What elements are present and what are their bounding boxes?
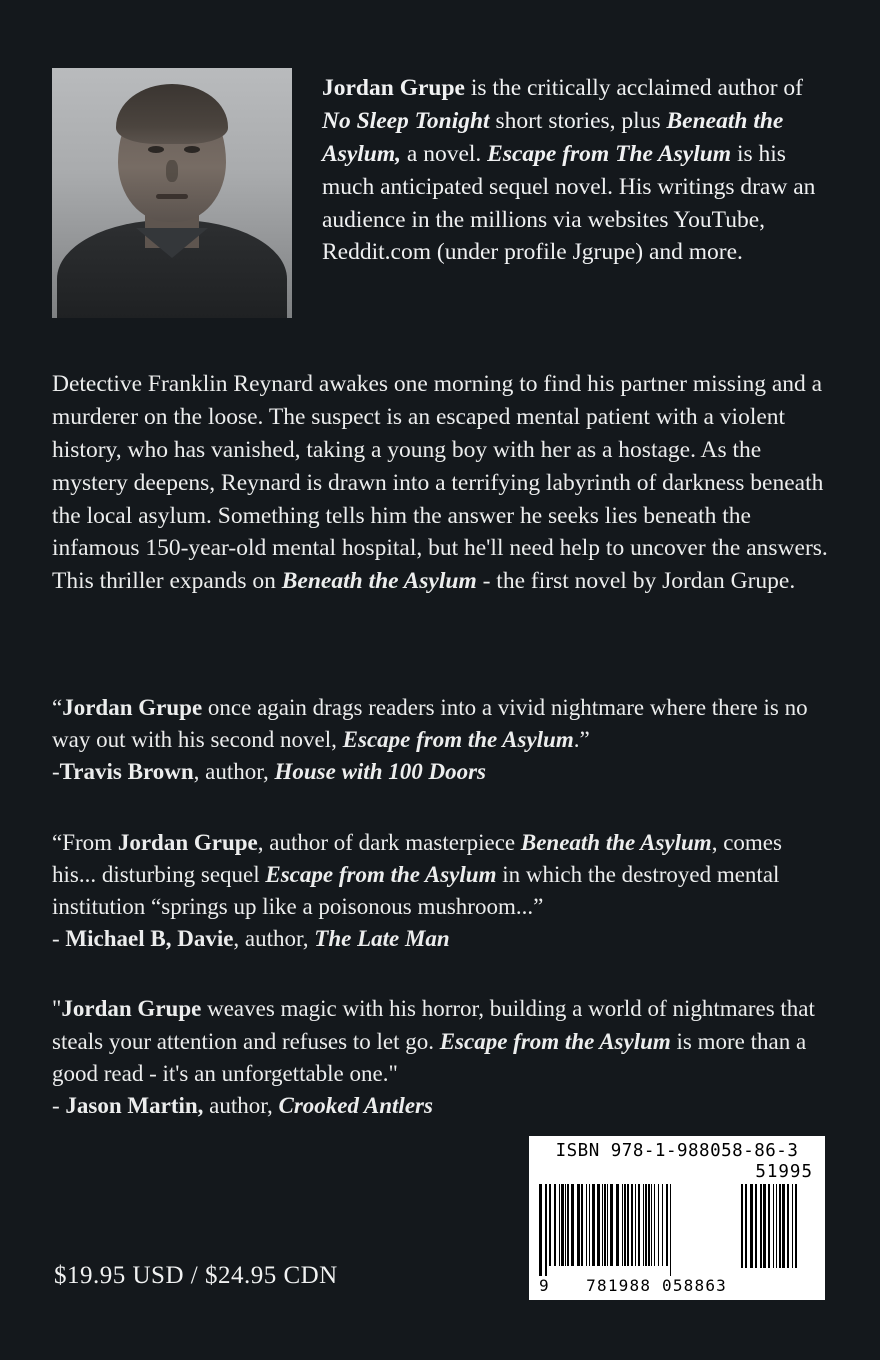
barcode-bars-main: [539, 1184, 725, 1280]
synopsis-part-1: Detective Franklin Reynard awakes one morning to find his partner missing and a murderer on the loose. The suspect is an escaped mental patient with a violent history, who has vanished, taking a young boy with her as a hostage. As the mystery deepens, Reynard is drawn into a terrifying labyrinth of darkness beneath the local asylum. Something tells him the answer he seeks lies beneath the infamous 150-year-old mental hospital, but he'll need help to uncover the answers. This thriller expands on: [52, 371, 828, 595]
author-name: Jordan Grupe: [322, 75, 465, 101]
synopsis: [52, 368, 828, 598]
blurb-3-attribution-name: Jason Martin,: [65, 1092, 204, 1118]
price-text: $19.95 USD / $24.95 CDN: [54, 1262, 338, 1289]
blurb-2-attribution-name: Michael B, Davie: [65, 926, 234, 952]
author-title-no-sleep-tonight: No Sleep Tonight: [322, 107, 490, 134]
photo-eye-left: [148, 146, 164, 153]
synopsis-title-beneath-the-asylum: Beneath the Asylum: [281, 568, 477, 595]
blurb-3-attribution-mid: author,: [203, 1092, 279, 1118]
blurb-1-attribution-work: House with 100 Doors: [274, 759, 486, 785]
author-bio-text-4: is his much anticipated sequel novel. His writings draw an audience in the millions via websites YouTube, Reddit.com (under profile Jgrupe) and more.: [322, 140, 816, 266]
blurb-2-text-3: in which the destroyed mental institution “springs up like a poisonous mushroom...”: [52, 861, 780, 919]
blurb-2-open-quote: “From: [52, 829, 118, 855]
blurb-3-text-1: weaves magic with his horror, building a world of nightmares that steals your attention and refuses to let go.: [52, 996, 815, 1054]
blurb-2-attribution-prefix: -: [52, 926, 66, 952]
author-bio: [322, 68, 828, 318]
author-photo: [52, 68, 292, 318]
blurb-2-author-name: Jordan Grupe: [117, 829, 258, 855]
barcode-bars-addon: [741, 1184, 815, 1270]
blurb-1-text-1: once again drags readers into a vivid nightmare where there is no way out with his second novel,: [52, 695, 808, 753]
synopsis-part-2: - the first novel by Jordan Grupe.: [476, 568, 796, 595]
blurb-2-title-1: Beneath the Asylum: [520, 829, 712, 855]
blurb-2-attribution-work: The Late Man: [314, 926, 450, 952]
photo-eye-right: [184, 146, 200, 153]
author-bio-text-2: short stories, plus: [489, 107, 667, 134]
blurb-1-author-name: Jordan Grupe: [62, 695, 203, 720]
blurb-1-attribution-prefix: -: [52, 759, 60, 785]
blurb-2-text-1: , author of dark masterpiece: [257, 829, 521, 855]
ean-digits: [539, 1276, 727, 1295]
blurbs-section: [52, 692, 828, 1122]
blurb-2-attribution-mid: , author,: [233, 926, 315, 952]
author-title-beneath-the-asylum: Beneath the Asylum,: [322, 107, 784, 167]
blurb-3-attribution-work: Crooked Antlers: [278, 1092, 433, 1118]
ean-main-digits: 781988 058863: [586, 1276, 727, 1295]
blurb-3-attribution-prefix: -: [52, 1092, 66, 1118]
blurb-3-title: Escape from the Asylum: [439, 1028, 671, 1054]
blurb-3-text-2: is more than a good read - it's an unforgettable one.": [52, 1028, 807, 1086]
blurb-3: [52, 993, 828, 1122]
price-code: 51995: [755, 1162, 813, 1182]
photo-nose: [166, 160, 178, 182]
blurb-1: [52, 692, 828, 789]
blurb-1-open-quote: “: [52, 695, 63, 720]
photo-mouth: [156, 194, 188, 199]
blurb-2-title-2: Escape from the Asylum: [265, 861, 497, 887]
blurb-2: [52, 827, 828, 956]
blurb-1-attribution-name: Travis Brown: [59, 759, 194, 785]
author-bio-text-3: a novel.: [401, 140, 488, 167]
blurb-2-text-2: , comes his... disturbing sequel: [52, 829, 782, 887]
isbn-label: ISBN 978-1-988058-86-3: [555, 1141, 799, 1161]
author-title-escape-from-the-asylum: Escape from The Asylum: [487, 140, 732, 167]
blurb-1-attribution-mid: , author,: [193, 759, 275, 785]
blurb-1-title: Escape from the Asylum: [342, 727, 574, 753]
author-block: [52, 68, 828, 318]
author-bio-text-1: is the critically acclaimed author of: [464, 75, 803, 101]
blurb-3-author-name: Jordan Grupe: [61, 996, 202, 1022]
blurb-3-open-quote: ": [52, 996, 62, 1022]
blurb-1-text-2: .”: [573, 727, 590, 753]
ean-left-digit: 9: [539, 1276, 550, 1295]
barcode-block: [529, 1136, 825, 1300]
